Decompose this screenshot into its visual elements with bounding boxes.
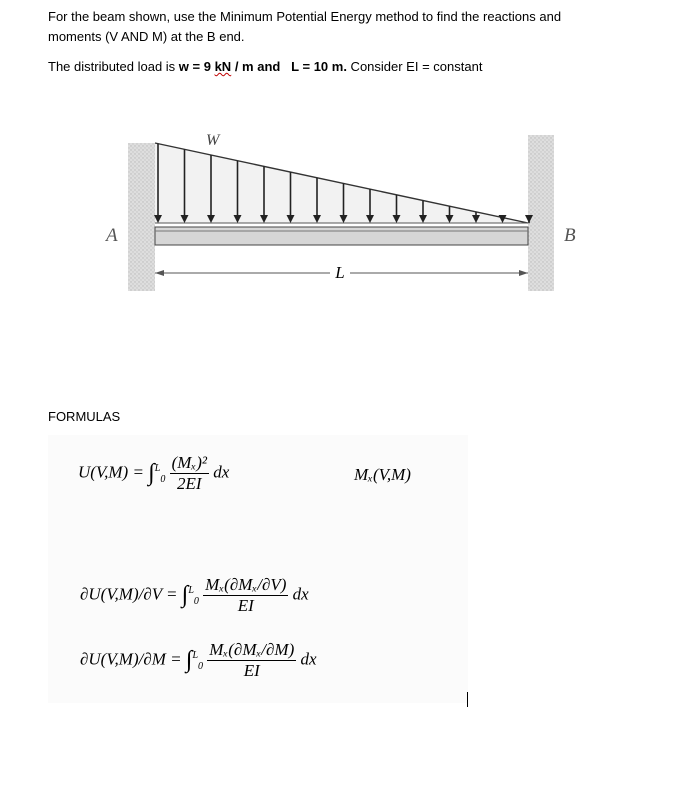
load-intro: The distributed load is (48, 59, 179, 74)
beam-figure (98, 125, 588, 295)
spellcheck-word: kN (214, 59, 232, 74)
derivative-v-formula: ∂U(V,M)/∂V = ∫$^L_0$ $\frac{\text{Mₓ(∂Mₓ/∂V)}}{EI}$ dx (80, 575, 309, 615)
wall-support-a (128, 143, 155, 291)
span-label: L (335, 263, 345, 282)
text-cursor (467, 692, 468, 707)
question-line-2: moments (V AND M) at the B end. (48, 29, 245, 44)
length-value: L = 10 m. (291, 59, 347, 74)
question-line-3 (48, 57, 482, 77)
derivative-m-formula: ∂U(V,M)/∂M = ∫$^L_0$ $\frac{\text{Mₓ(∂Mₓ/∂M)}}{EI}$ dx (80, 640, 317, 680)
wall-support-b (528, 135, 554, 291)
load-label: W (206, 132, 220, 149)
support-label-b: B (564, 225, 576, 246)
beam (155, 227, 528, 245)
formula-panel (48, 435, 468, 703)
load-value: w = 9 kN / m and (178, 59, 281, 74)
formulas-heading: FORMULAS (48, 409, 121, 424)
ei-note: Consider EI = constant (346, 59, 483, 74)
question-line-1: For the beam shown, use the Minimum Potential Energy method to find the reactions and (48, 9, 562, 24)
moment-function: Mₓ(V,M) (354, 465, 411, 484)
energy-formula: U(V,M) = ∫$^L_0$ $\frac{\text{(Mₓ)²}}{2EI}$ dx (78, 453, 230, 493)
support-label-a: A (106, 225, 118, 246)
